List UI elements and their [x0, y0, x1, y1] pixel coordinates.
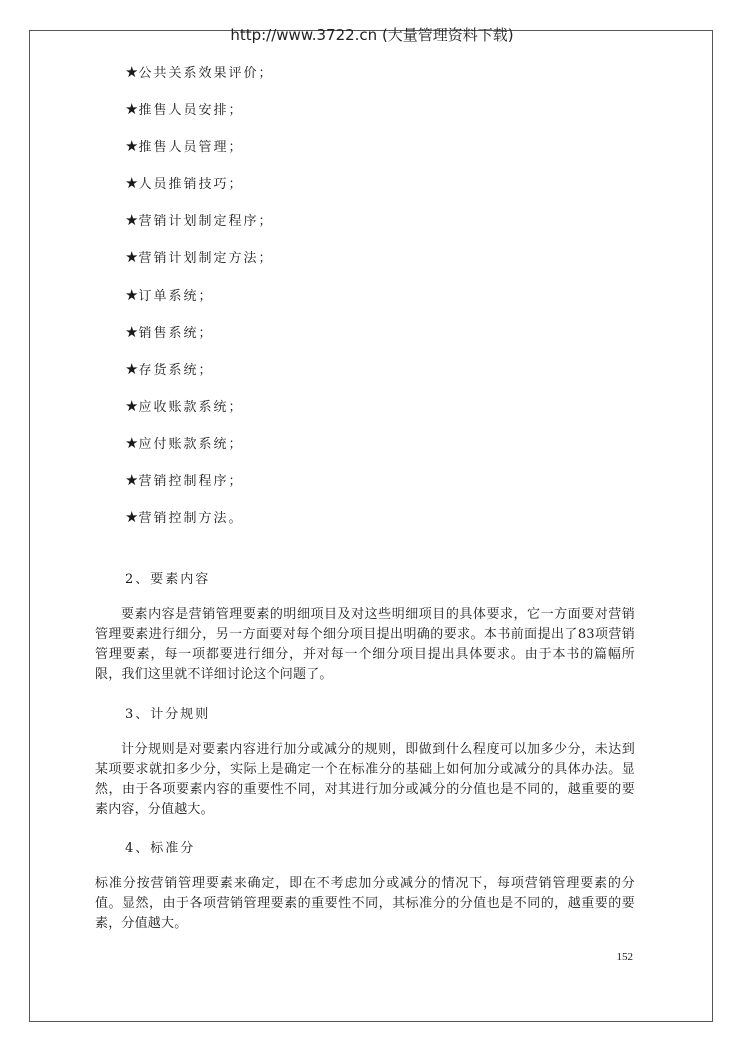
list-item-text: 推售人员安排； — [138, 103, 244, 119]
list-item-text: 人员推销技巧； — [138, 177, 244, 193]
section-body-elements: 要素内容是营销管理要素的明细项目及对这些明细项目的具体要求，它一方面要对营销管理要素进行细分，另一方面要对每个细分项目提出明确的要求。本书前面提出了83项营销管理要素，每一项都要进行细分，并对每一个细分项目提出具体要求。由于本书的篇幅所限，我们这里就不详细讨论这个问题了。 — [95, 607, 635, 682]
star-icon: ★ — [125, 508, 139, 527]
star-icon: ★ — [125, 248, 139, 267]
list-item — [125, 470, 273, 507]
list-item — [125, 359, 273, 396]
list-item — [125, 285, 273, 322]
list-item — [125, 136, 273, 173]
list-item-text: 销售系统； — [138, 325, 214, 341]
list-item — [125, 322, 273, 359]
list-item — [125, 99, 273, 136]
star-icon: ★ — [125, 359, 139, 378]
list-item-text: 营销控制方法。 — [138, 511, 244, 527]
list-item — [125, 247, 273, 284]
section-body-standard-score: 标准分按营销管理要素来确定，即在不考虑加分或减分的情况下，每项营销管理要素的分值。显然，由于各项营销管理要素的重要性不同，其标准分的分值也是不同的，越重要的要素，分值越大。 — [95, 876, 635, 931]
list-item-text: 推售人员管理； — [138, 140, 244, 156]
list-item-text: 订单系统； — [138, 288, 214, 304]
section-body-scoring-rules: 计分规则是对要素内容进行加分或减分的规则，即做到什么程度可以加多少分，未达到某项要求就扣多少分，实际上是确定一个在标准分的基础上如何加分或减分的具体办法。显然，由于各项要素内容的重要性不同，对其进行加分或减分的分值也是不同的，越重要的要素内容，分值越大。 — [95, 742, 635, 817]
star-icon: ★ — [125, 137, 139, 156]
list-item — [125, 62, 273, 99]
list-item-text: 公共关系效果评价； — [138, 66, 274, 81]
list-item-text: 营销计划制定程序； — [138, 214, 274, 230]
star-icon: ★ — [125, 100, 139, 119]
bullet-list — [125, 62, 273, 544]
list-item-text: 营销控制程序； — [138, 474, 244, 490]
star-icon: ★ — [125, 396, 139, 415]
list-item-text: 应收账款系统； — [138, 399, 244, 415]
section-heading-elements: 2、要素内容 — [125, 572, 211, 587]
section-heading-scoring-rules: 3、计分规则 — [125, 707, 211, 722]
star-icon: ★ — [125, 211, 139, 230]
section-heading-standard-score: 4、标准分 — [125, 841, 196, 856]
list-item — [125, 210, 273, 247]
star-icon: ★ — [125, 322, 139, 341]
list-item-text: 存货系统； — [138, 362, 214, 378]
list-item-text: 营销计划制定方法； — [138, 251, 274, 267]
list-item — [125, 173, 273, 210]
list-item — [125, 433, 273, 470]
list-item-text: 应付账款系统； — [138, 436, 244, 452]
star-icon: ★ — [125, 471, 139, 490]
list-item — [125, 396, 273, 433]
star-icon: ★ — [125, 63, 139, 81]
star-icon: ★ — [125, 174, 139, 193]
star-icon: ★ — [125, 433, 139, 452]
page-number: 152 — [616, 951, 633, 963]
star-icon: ★ — [125, 285, 139, 304]
list-item — [125, 507, 273, 544]
header-site-link[interactable]: http://www.3722.cn (大量管理资料下载) — [230, 26, 514, 44]
